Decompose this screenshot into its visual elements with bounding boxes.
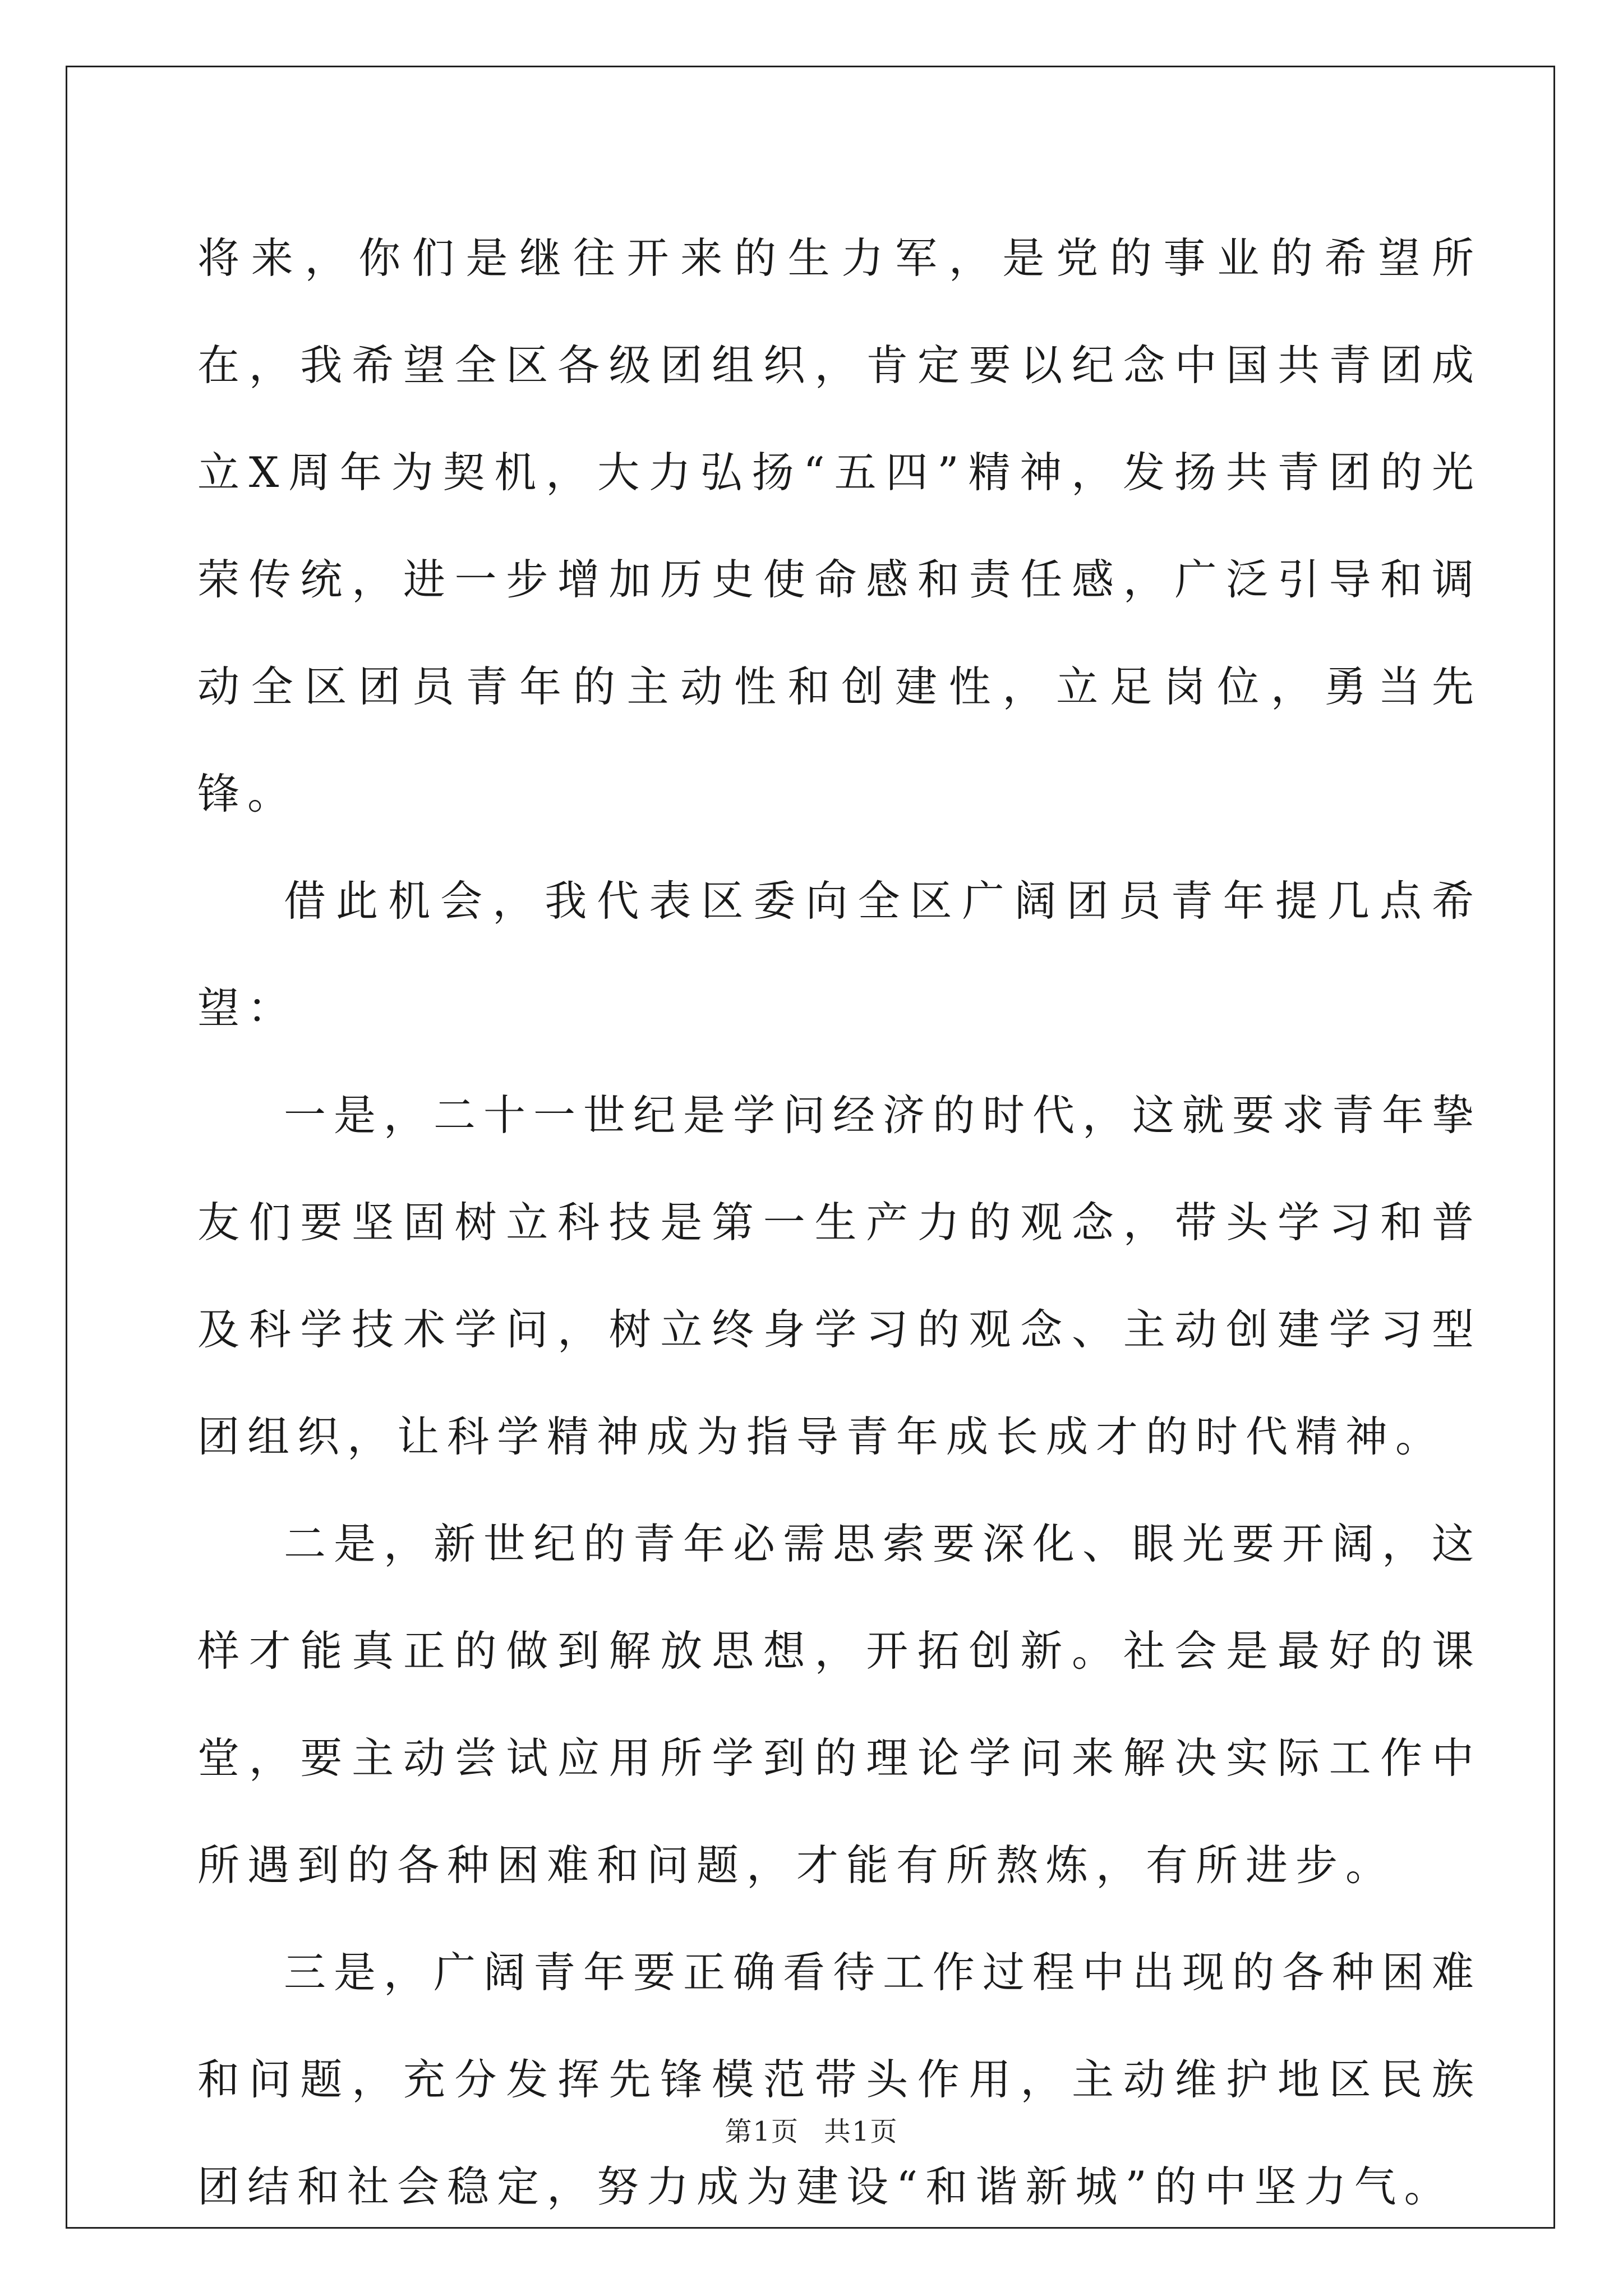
paragraph-3: 一是，二十一世纪是学问经济的时代，这就要求青年挚友们要坚固树立科技是第一生产力的观念，带头学习和普及科学技术学问，树立终身学习的观念、主动创建学习型团组织，让科学精神成为指导青年成长成才的时代精神。 xyxy=(197,1091,1482,1461)
page-footer xyxy=(0,2115,1623,2148)
paragraph-2: 借此机会，我代表区委向全区广阔团员青年提几点希望： xyxy=(197,876,1482,1033)
page-number: 第1页 xyxy=(725,2116,799,2147)
paragraph-1: 将来，你们是继往开来的生力军，是党的事业的希望所在，我希望全区各级团组织，肯定要以纪念中国共青团成立X周年为契机，大力弘扬“五四”精神，发扬共青团的光荣传统，进一步增加历史使命感和责任感，广泛引导和调动全区团员青年的主动性和创建性，立足岗位，勇当先锋。 xyxy=(197,233,1482,818)
paragraph-5: 三是，广阔青年要正确看待工作过程中出现的各种困难和问题，充分发挥先锋模范带头作用，主动维护地区民族团结和社会稳定，努力成为建设“和谐新城”的中坚力气。 xyxy=(197,1948,1482,2211)
page-total: 共1页 xyxy=(824,2116,898,2147)
paragraph-4: 二是，新世纪的青年必需思索要深化、眼光要开阔，这样才能真正的做到解放思想，开拓创新。社会是最好的课堂，要主动尝试应用所学到的理论学问来解决实际工作中所遇到的各种困难和问题，才能有所熬炼，有所进步。 xyxy=(197,1519,1482,1890)
document-body xyxy=(197,205,1482,2240)
